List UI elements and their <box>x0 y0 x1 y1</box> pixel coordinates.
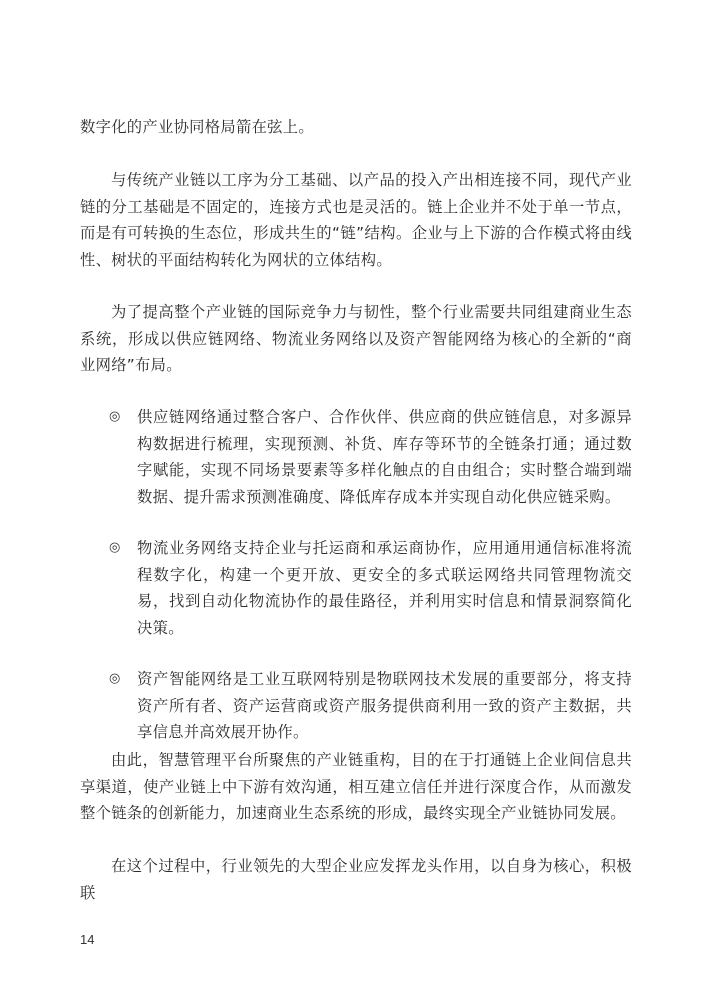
bullet-text: 供应链网络通过整合客户、合作伙伴、供应商的供应链信息，对多源异构数据进行梳理，实现预测、补货、库存等环节的全链条打通；通过数字赋能，实现不同场景要素等多样化触点的自由组合；实时整合端到端数据、提升需求预测准确度、降低库存成本并实现自动化供应链采购。 <box>137 408 632 506</box>
bullet-circle-icon: ◎ <box>109 409 121 424</box>
bullet-text: 物流业务网络支持企业与托运商和承运商协作，应用通用通信标准将流程数字化，构建一个更开放、更安全的多式联运网络共同管理物流交易，找到自动化物流协作的最佳路径，并利用实时信息和情景洞察简化决策。 <box>137 539 632 637</box>
bullet-circle-icon: ◎ <box>109 671 121 686</box>
bullet-asset-intelligence-network <box>109 666 632 746</box>
paragraph-conclusion: 由此，智慧管理平台所聚焦的产业链重构，目的在于打通链上企业间信息共享渠道，使产业链上中下游有效沟通，相互建立信任并进行深度合作，从而激发整个链条的创新能力，加速商业生态系统的形成，最终实现全产业链协同发展。 <box>80 751 632 822</box>
paragraph-business-network: 为了提高整个产业链的国际竞争力与韧性，整个行业需要共同组建商业生态系统，形成以供应链网络、物流业务网络以及资产智能网络为核心的全新的“商业网络”布局。 <box>80 303 632 374</box>
paragraph-modern-industry-chain: 与传统产业链以工序为分工基础、以产品的投入产出相连接不同，现代产业链的分工基础是不固定的，连接方式也是灵活的。链上企业并不处于单一节点，而是有可转换的生态位，形成共生的“链”结构。企业与上下游的合作模式将由线性、树状的平面结构转化为网状的立体结构。 <box>80 171 632 269</box>
bullet-text: 资产智能网络是工业互联网特别是物联网技术发展的重要部分，将支持资产所有者、资产运营商或资产服务提供商利用一致的资产主数据，共享信息并高效展开协作。 <box>137 670 632 741</box>
page-number: 14 <box>80 932 95 947</box>
bullet-supply-chain-network <box>109 404 632 510</box>
paragraph-leading-enterprises: 在这个过程中，行业领先的大型企业应发挥龙头作用，以自身为核心，积极联 <box>80 857 632 902</box>
bullet-circle-icon: ◎ <box>109 540 121 555</box>
paragraph-intro-continuation: 数字化的产业协同格局箭在弦上。 <box>80 118 314 136</box>
bullet-logistics-network <box>109 535 632 641</box>
